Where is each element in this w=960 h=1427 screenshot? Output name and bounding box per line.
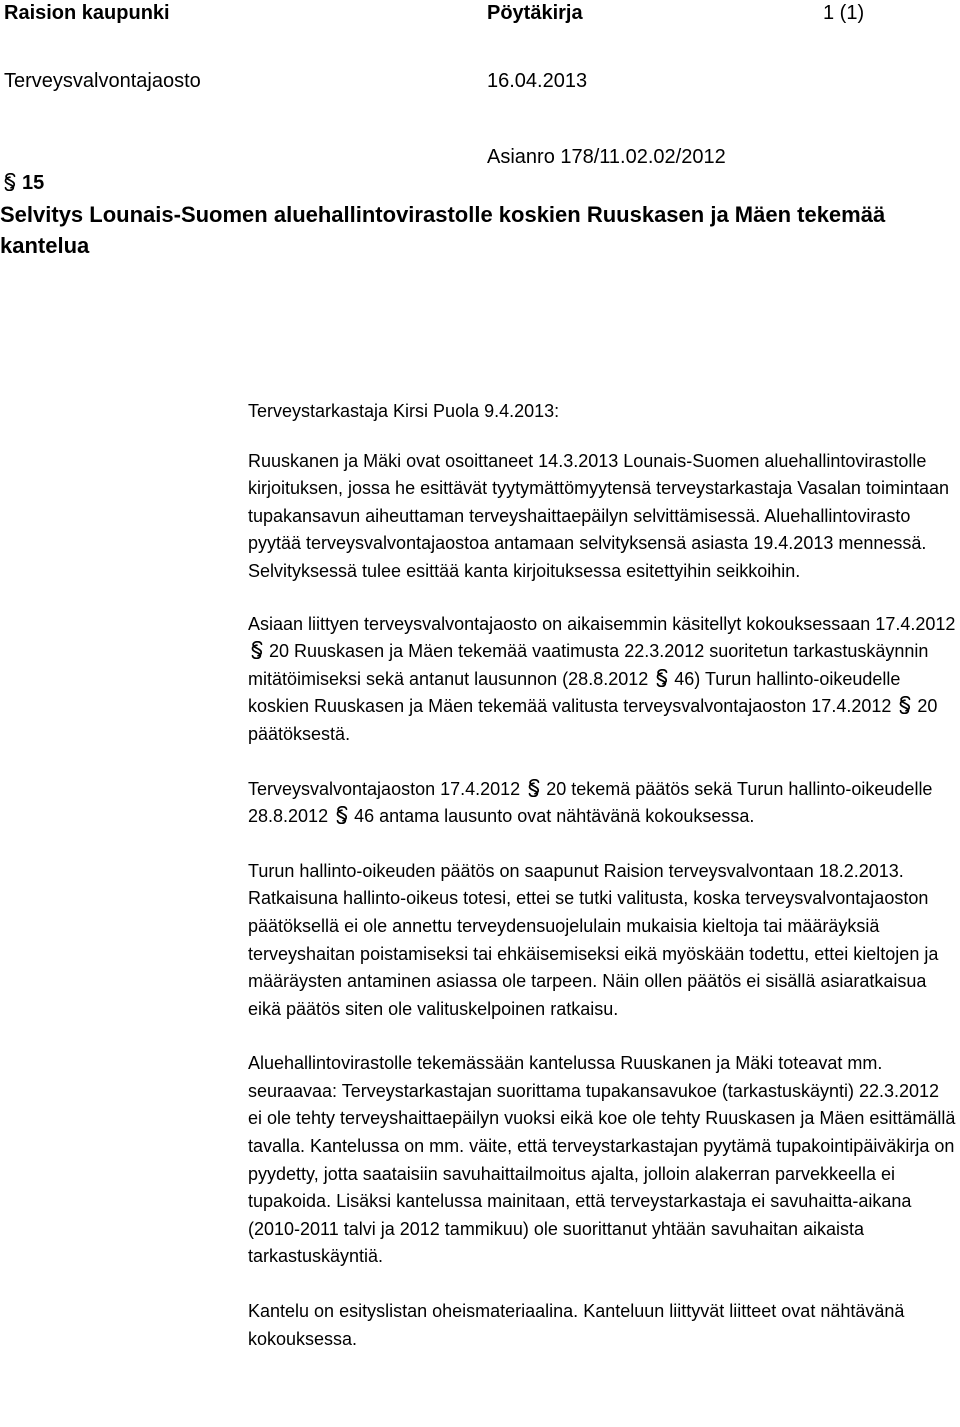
meeting-date: 16.04.2013 [487,70,588,92]
document-title: Selvitys Lounais-Suomen aluehallintovirastolle koskien Ruuskasen ja Mäen tekemää kantelua [0,202,886,258]
case-number: Asianro 178/11.02.02/2012 [487,146,726,168]
city-name: Raision kaupunki [4,2,170,24]
section-sign-icon [655,669,669,687]
section-sign-icon [898,696,912,714]
paragraph-attachments: Kantelu on esityslistan oheismateriaalina. Kanteluun liittyvät liitteet ovat nähtävänä kokouksessa. [248,1301,905,1349]
paragraph-complaint-claims: Aluehallintovirastolle tekemässään kantelussa Ruuskanen ja Mäki toteavat mm. seuraavaa: Terveystarkastajan suorittama tupakansavukoe (tarkastuskäynti) 22.3.2012 ei ole tehty terveyshaittaepäilyn vuoksi eikä koe ole tehty Ruuskasen ja Mäen esittämällä tavalla. Kantelussa on mm. väite, että terveystarkastajan pyytämä tupakointipäiväkirja on pyydetty, jotta saataisiin savuhaittailmoitus ajalta, jolloin alakerran parvekkeella ei tupakoida. Lisäksi kantelussa mainitaan, että terveystarkastaja ei savuhaitta-aikana (2010-2011 talvi ja 2012 tammikuu) ole suorittanut yhtään savuhaitan aikaista tarkastuskäyntiä. [248,1053,956,1267]
document-body [248,398,956,1353]
paragraph-court-ruling: Turun hallinto-oikeuden päätös on saapunut Raision terveysvalvontaan 18.2.2013. Ratkaisuna hallinto-oikeus totesi, ettei se tutki valitusta, koska terveysvalvontajaoston päätöksellä ei ole annettu terveydensuojelulain mukaisia kieltoja tai määräyksiä terveyshaitan poistamiseksi tai ehkäisemiseksi eikä myöskään todettu, ettei kieltojen ja määräysten antaminen asiassa ole tarpeen. Näin ollen päätös ei sisällä asiaratkaisua eikä päätös siten ole valituskelpoinen ratkaisu. [248,860,939,1019]
section-sign-icon [527,779,541,797]
paragraph-complaint: Ruuskanen ja Mäki ovat osoittaneet 14.3.2013 Lounais-Suomen aluehallintovirastolle kirjoituksen, jossa he esittävät tyytymättömyytensä terveystarkastaja Vasalan toimintaan tupakansavun aiheuttaman terveyshaittaepäilyn selvittämisessä. Aluehallintovirasto pyytää terveysvalvontajaostoa antamaan selvityksensä asiasta 19.4.2013 mennessä. Selvityksessä tulee esittää kanta kirjoituksessa esitettyihin seikkoihin. [248,450,949,581]
board-name: Terveysvalvontajaosto [4,70,201,92]
author-line: Terveystarkastaja Kirsi Puola 9.4.2013: [248,401,560,421]
document-type: Pöytäkirja [487,2,583,24]
section-sign-icon [3,173,17,191]
section-sign-icon [250,641,264,659]
paragraph-decision: Terveysvalvontajaoston 17.4.2012 20 tekemä päätös sekä Turun hallinto-oikeudelle 28.8.2012 46 antama lausunto ovat nähtävänä kokouksessa. [248,778,933,827]
page-number: 1 (1) [823,2,865,24]
paragraph-history: Asiaan liittyen terveysvalvontajaosto on aikaisemmin käsitellyt kokouksessaan 17.4.2012 20 Ruuskasen ja Mäen tekemää vaatimusta 22.3.2012 suoritetun tarkastuskäynnin mitätöimiseksi sekä antanut lausunnon (28.8.2012 46) Turun hallinto-oikeudelle koskien Ruuskasen ja Mäen tekemää valitusta terveysvalvontajaoston 17.4.2012 20 päätöksestä. [248,613,956,744]
section-heading [0,170,44,196]
section-sign-icon [335,806,349,824]
section-number: 15 [22,172,45,194]
